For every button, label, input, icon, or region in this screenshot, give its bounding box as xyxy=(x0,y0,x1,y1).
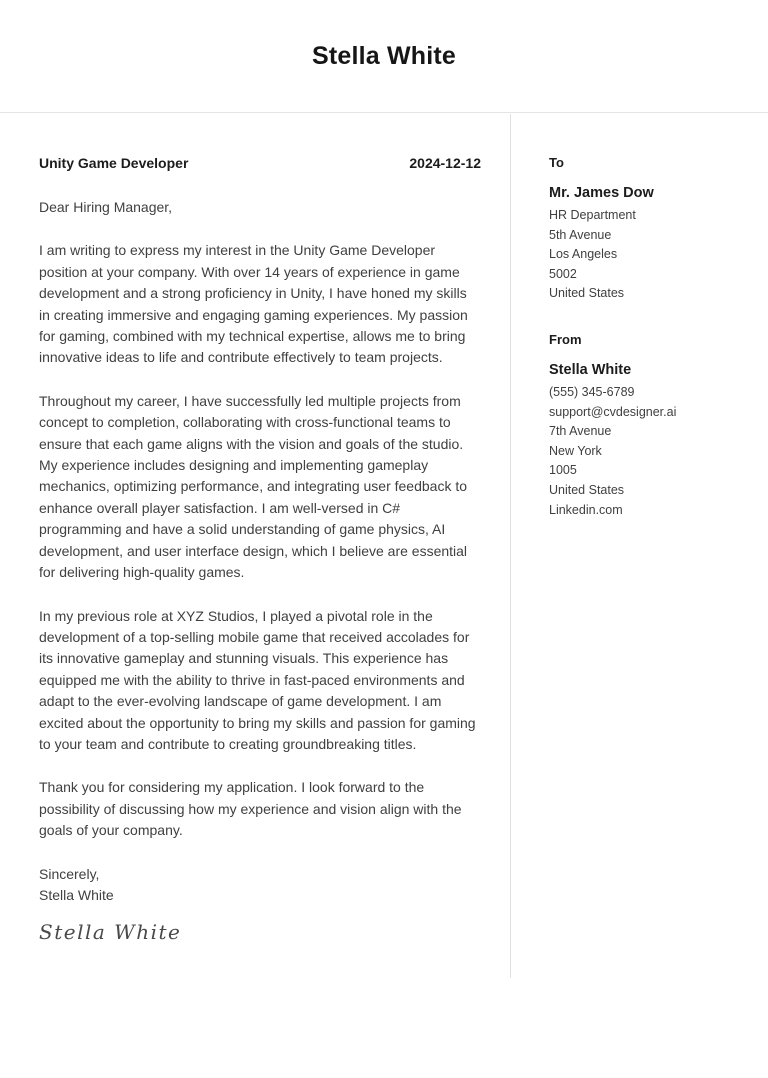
letter-body-column xyxy=(0,113,510,1077)
sender-name: Stella White xyxy=(549,361,632,378)
letter-paragraph-2: Throughout my career, I have successfully led multiple projects from concept to completion, collaborating with cross-functional teams to ensure that each game aligns with the vision and goals of the studio. My experience includes designing and implementing gameplay mechanics, optimizing performance, and integrating user feedback to enhance overall player satisfaction. I am well-versed in C# programming and have a solid understanding of game physics, AI development, and user interface design, which I believe are essential for delivering high-quality games. xyxy=(39,392,468,581)
sender-section xyxy=(549,330,748,520)
letter-paragraph-4: Thank you for considering my application. I look forward to the possibility of discussing how my experience and vision align with the goals of your company. xyxy=(39,779,462,839)
closing-block xyxy=(39,864,481,907)
recipient-department: HR Department xyxy=(549,208,636,222)
recipient-section xyxy=(549,153,748,304)
page-title: Stella White xyxy=(311,41,457,70)
closing-name: Stella White xyxy=(39,886,114,903)
recipient-city: Los Angeles xyxy=(549,247,618,262)
letter-paragraph-1: I am writing to express my interest in the Unity Game Developer position at your company. With over 14 years of experience in game development and a strong proficiency in Unity, I have honed my skills in creating immersive and engaging gaming experiences. My passion for gaming, combined with my technical expertise, allows me to bring innovative ideas to life and contribute effectively to team projects. xyxy=(39,242,468,366)
sender-street: 7th Avenue xyxy=(549,424,612,439)
to-label: To xyxy=(549,155,564,170)
contact-sidebar xyxy=(510,113,768,1077)
sender-linkedin: Linkedin.com xyxy=(549,502,623,517)
recipient-name: Mr. James Dow xyxy=(549,185,654,201)
letter-paragraph-3: In my previous role at XYZ Studios, I played a pivotal role in the development of a top-selling mobile game that received accolades for its innovative gameplay and stunning visuals. This experience has equipped me with the ability to thrive in fast-paced environments and adapt to the ever-evolving landscape of game development. I am excited about the opportunity to bring my skills and passion for gaming to your team and contribute to creating groundbreaking titles. xyxy=(39,607,476,752)
job-title: Unity Game Developer xyxy=(39,155,189,171)
recipient-street: 5th Avenue xyxy=(549,227,612,242)
letter-meta-row xyxy=(39,153,481,174)
sender-email: support@cvdesigner.ai xyxy=(549,404,677,419)
sender-postcode: 1005 xyxy=(549,463,577,478)
from-label: From xyxy=(549,331,582,347)
content-columns xyxy=(0,113,768,1077)
column-divider xyxy=(510,114,511,978)
closing-word: Sincerely, xyxy=(39,865,100,882)
handwritten-signature: Stella White xyxy=(39,920,182,945)
sender-country: United States xyxy=(549,482,625,497)
recipient-postcode: 5002 xyxy=(549,266,577,281)
letter-date: 2024-12-12 xyxy=(409,155,481,171)
sender-city: New York xyxy=(549,443,602,458)
sender-phone: (555) 345-6789 xyxy=(549,384,635,399)
letter-header xyxy=(0,0,768,113)
recipient-country: United States xyxy=(549,286,625,301)
salutation: Dear Hiring Manager, xyxy=(39,199,173,215)
